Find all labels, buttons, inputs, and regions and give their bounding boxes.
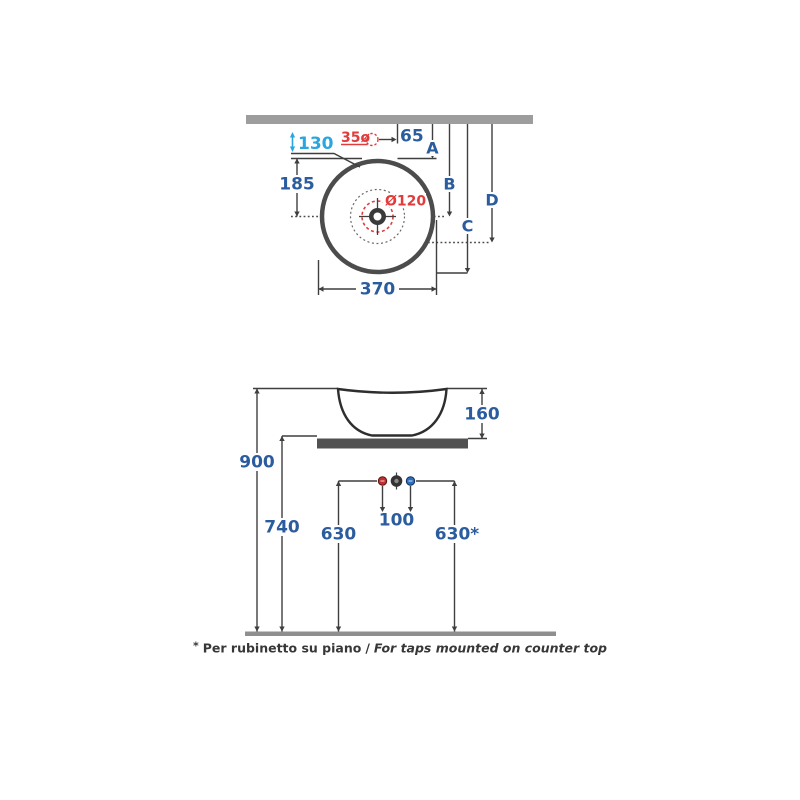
tap-offset-arrowhead [392,137,397,142]
rim-to-center-arrow-up [294,159,299,164]
supply-right-arrow-up [452,481,457,486]
height-leader-line [291,154,360,168]
supply-spacing-label: 100 [378,510,415,531]
ref-lines [433,124,493,273]
tap-hole-callout [341,130,378,146]
arrowhead-d [489,238,494,243]
footnote-english: For taps mounted on counter top [373,640,608,656]
counter-height-label: 740 [264,517,300,538]
height-double-arrow-icon [290,132,295,152]
supply-left-arrow-down [336,627,341,632]
drain-inner-circle [374,213,382,221]
diameter-arrow-left [319,286,324,291]
supply-right-label: 630* [434,524,480,545]
ref-line-arrows [430,154,495,274]
height-icon-down-arrow [290,147,295,153]
supply-height-left-dimension [320,481,357,632]
wall-bar [246,115,533,124]
bowl-height-arrow-up [479,389,484,394]
rim-height-arrow-down [254,627,259,632]
supply-connections [339,473,455,490]
basin-bowl-profile [338,389,447,436]
tap-hole-diameter-label: 35ø [341,130,371,146]
rim-height-label: 900 [239,452,275,473]
floor-line [245,632,556,637]
supply-spacing-dimension [379,486,415,531]
tap-offset-label: 65 [400,126,424,147]
footnote [193,640,607,656]
drain-diameter-label: Ø120 [385,193,427,210]
ref-label-b: B [443,174,456,194]
ref-label-a: A [426,138,439,158]
rim-to-center-label: 185 [279,174,315,195]
top-view [246,115,533,300]
counter-height-arrow-up [279,436,284,441]
rim-to-center-dimension [279,159,315,217]
bowl-height-arrow-down [479,434,484,439]
tap-offset-dimension [379,124,424,147]
supply-left-label: 630 [320,524,357,545]
bowl-height-dimension [463,389,501,439]
rim-to-center-arrow-down [294,212,299,217]
arrowhead-b [447,212,452,217]
arrowhead-c [465,268,470,273]
footnote-separator: / [365,640,370,656]
supply-right-arrow-down [452,627,457,632]
bowl-height-label: 160 [464,404,500,425]
supply-left-arrow-up [336,481,341,486]
basin-height-label: 130 [298,134,334,154]
rim-height-arrow-up [254,389,259,394]
counter-height-arrow-down [279,627,284,632]
footnote-italian: Per rubinetto su piano [202,640,362,656]
diameter-arrow-right [432,286,437,291]
ref-label-d: D [485,190,499,210]
drain-connection-center [394,479,398,483]
ref-label-c: C [461,216,474,236]
counter-slab [317,439,468,449]
height-icon-up-arrow [290,132,295,138]
supply-height-right-dimension [434,481,480,632]
side-view [193,389,607,656]
rim-height-dimension [239,389,275,632]
footnote-marker: * [192,639,199,653]
diameter-label: 370 [359,279,396,300]
